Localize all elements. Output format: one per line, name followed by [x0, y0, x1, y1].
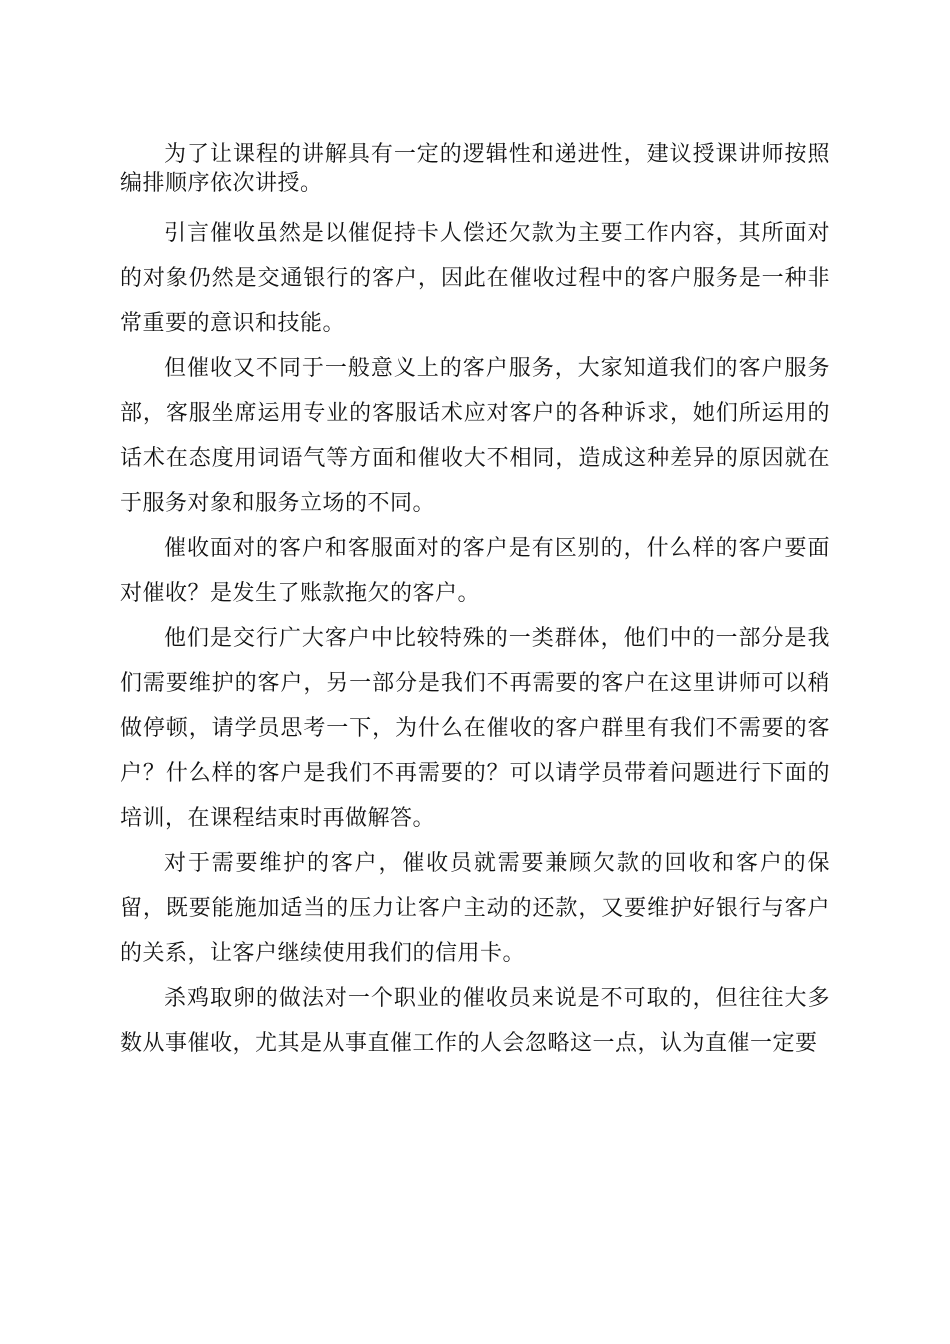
paragraph-6: 对于需要维护的客户，催收员就需要兼顾欠款的回收和客户的保留，既要能施加适当的压力让客户主动的还款，又要维护好银行与客户的关系，让客户继续使用我们的信用卡。 [120, 851, 830, 966]
document-body [120, 140, 830, 1066]
paragraph-4: 催收面对的客户和客服面对的客户是有区别的，什么样的客户要面对催收？是发生了账款拖欠的客户。 [120, 536, 830, 606]
paragraph-7: 杀鸡取卵的做法对一个职业的催收员来说是不可取的，但往往大多数从事催收，尤其是从事直催工作的人会忽略这一点，认为直催一定要 [120, 986, 830, 1056]
paragraph-1: 为了让课程的讲解具有一定的逻辑性和递进性，建议授课讲师按照编排顺序依次讲授。 [120, 142, 830, 196]
paragraph-3: 但催收又不同于一般意义上的客户服务，大家知道我们的客户服务部，客服坐席运用专业的客服话术应对客户的各种诉求，她们所运用的话术在态度用词语气等方面和催收大不相同，造成这种差异的原因就在于服务对象和服务立场的不同。 [120, 356, 830, 516]
paragraph-2: 引言催收虽然是以催促持卡人偿还欠款为主要工作内容，其所面对的对象仍然是交通银行的客户，因此在催收过程中的客户服务是一种非常重要的意识和技能。 [120, 221, 830, 336]
paragraph-5: 他们是交行广大客户中比较特殊的一类群体，他们中的一部分是我们需要维护的客户，另一部分是我们不再需要的客户在这里讲师可以稍做停顿，请学员思考一下，为什么在催收的客户群里有我们不需要的客户？什么样的客户是我们不再需要的？可以请学员带着问题进行下面的培训，在课程结束时再做解答。 [120, 626, 830, 831]
